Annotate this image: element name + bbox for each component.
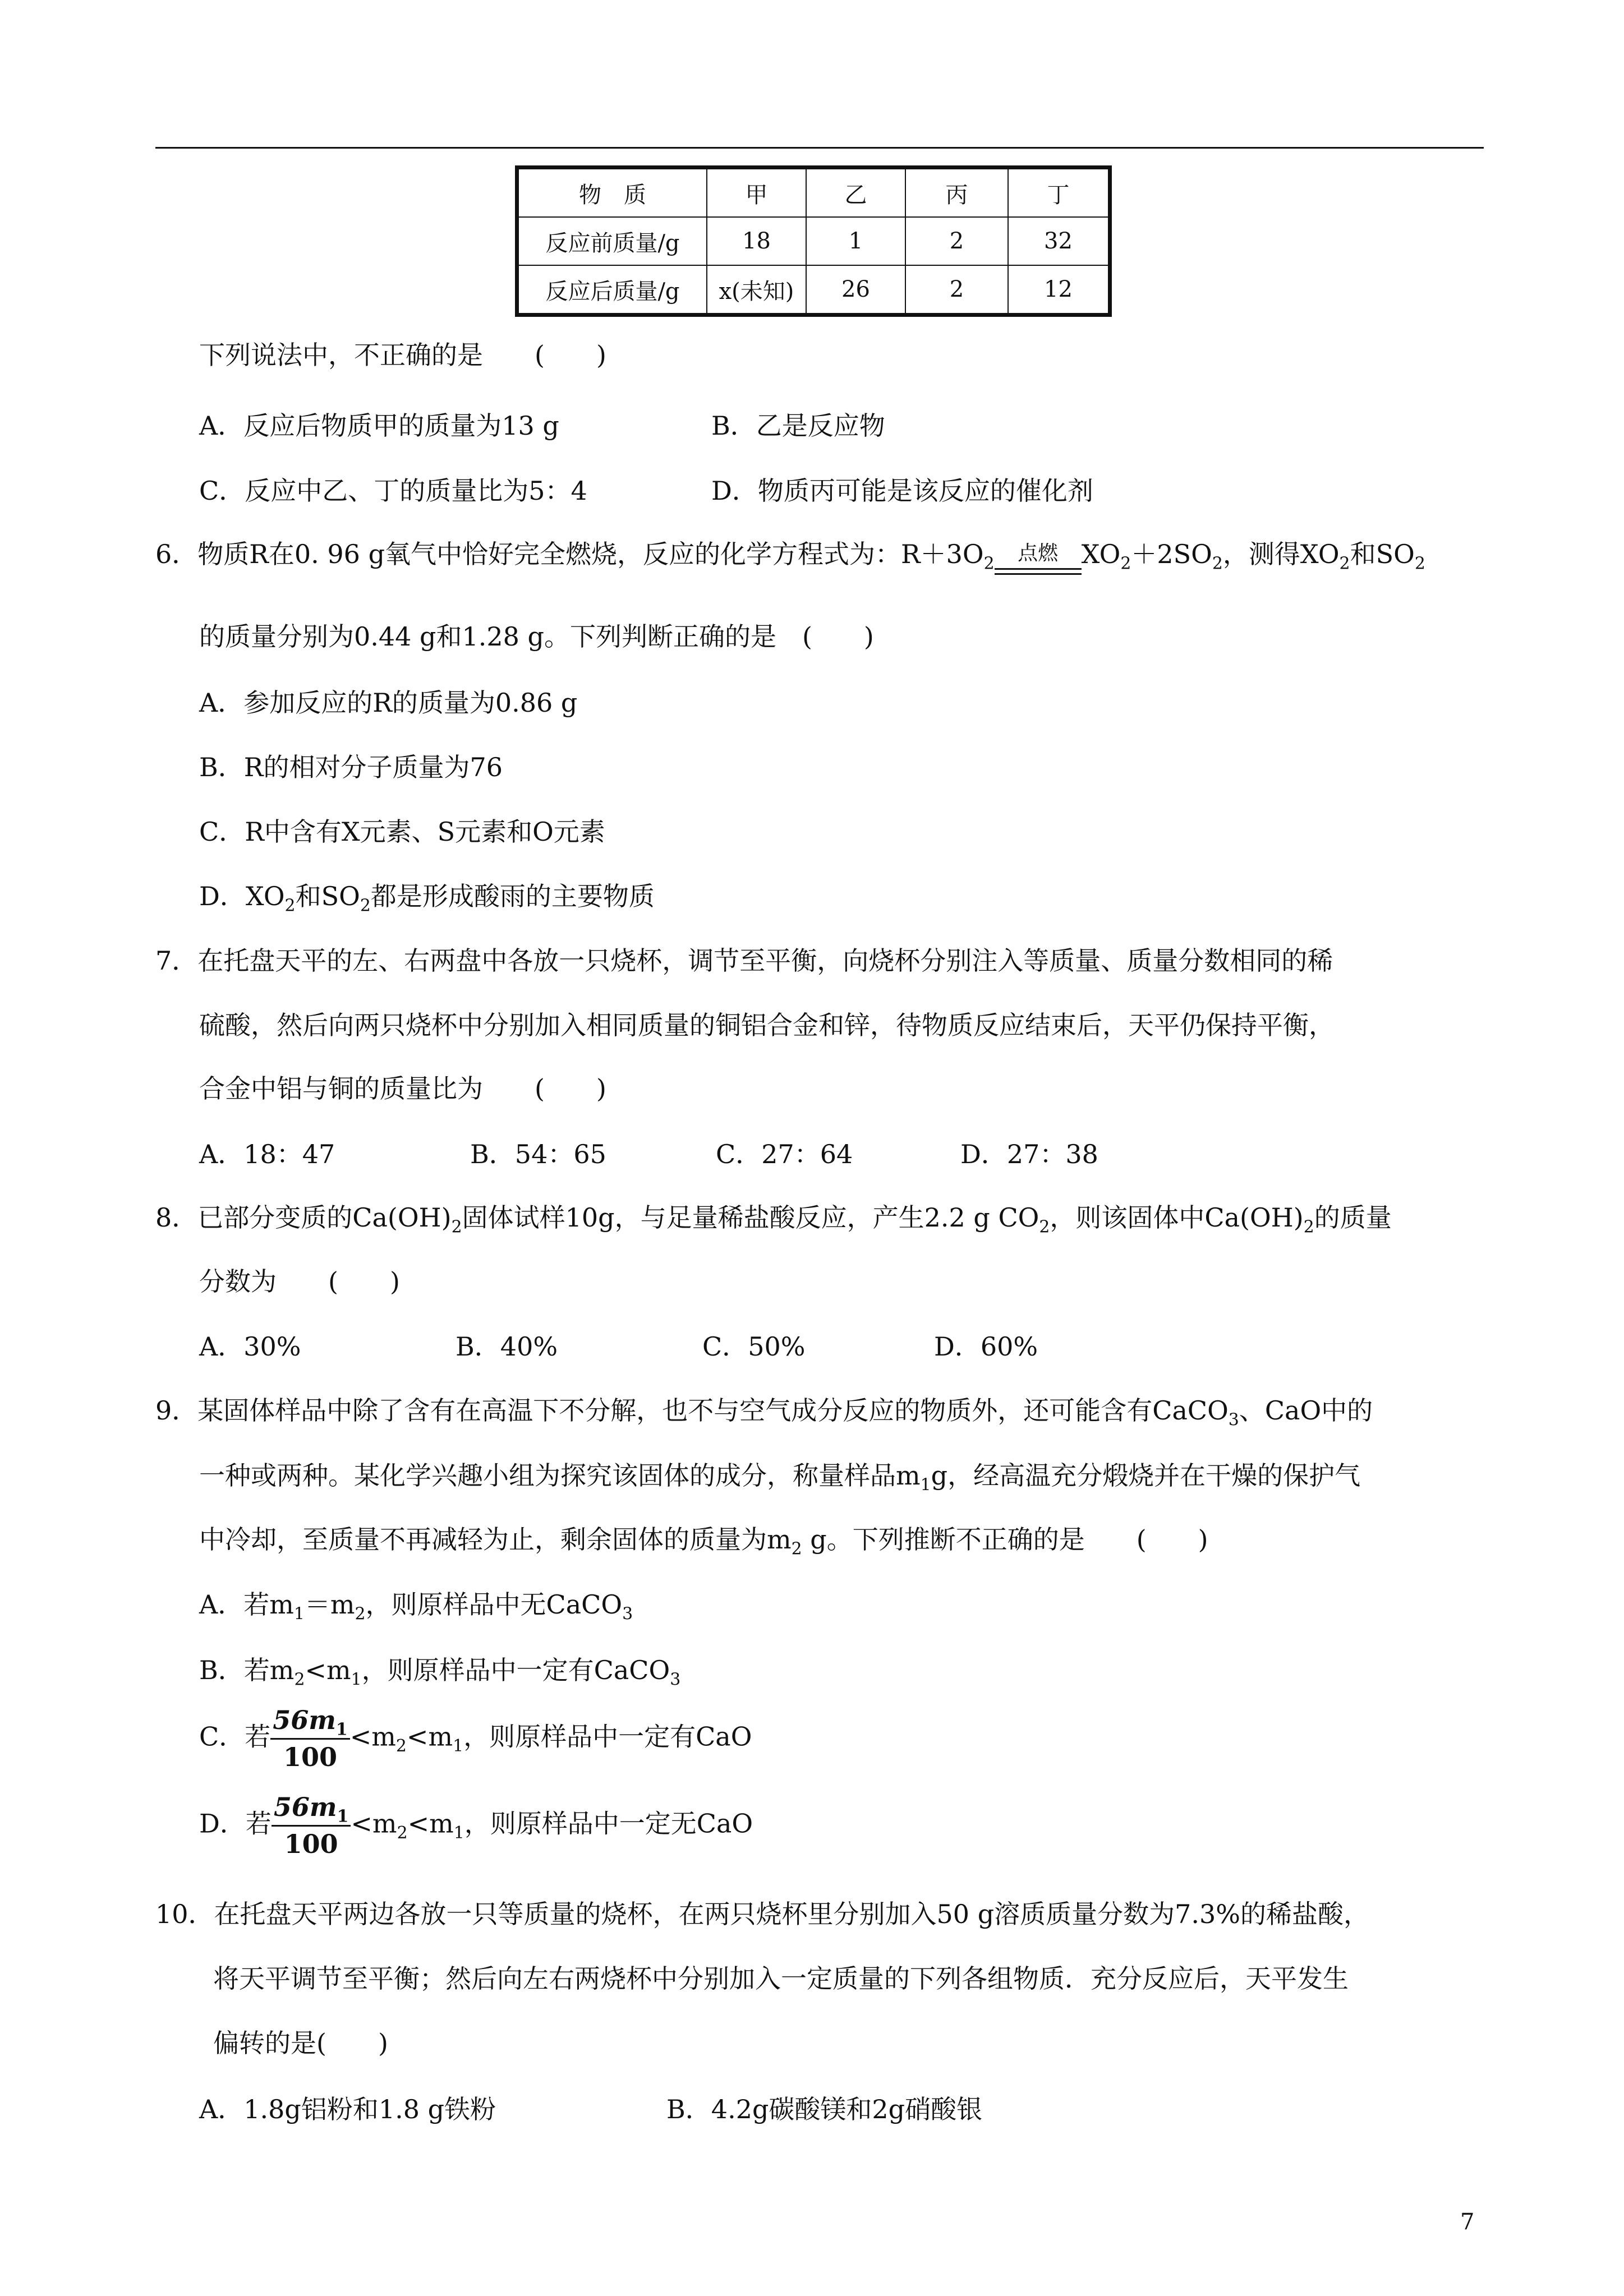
table-cell: x(未知) — [707, 265, 806, 313]
page-number: 7 — [1460, 2209, 1475, 2235]
subscript: 2 — [1303, 1217, 1314, 1237]
q9-text: B．若m — [199, 1655, 295, 1685]
subscript: 2 — [294, 1670, 305, 1690]
q8-option-d: D．60% — [934, 1331, 1038, 1362]
q9-text: A．若m — [199, 1589, 294, 1620]
q9-option-d — [199, 1792, 753, 1860]
table-cell: 2 — [905, 265, 1008, 313]
fraction-denominator: 100 — [283, 1742, 337, 1773]
q7-line2: 硫酸，然后向两只烧杯中分别加入相同质量的铜铝合金和锌，待物质反应结束后，天平仍保持平衡， — [199, 1010, 1335, 1040]
q9-text: C．若 — [199, 1721, 271, 1752]
q9-text: 中冷却，至质量不再减轻为止，剩余固体的质量为m — [199, 1524, 792, 1555]
q7-option-b: B．54：65 — [470, 1139, 606, 1169]
q9-text: ，则原样品中一定有CaCO — [361, 1655, 670, 1685]
q6-text: 和SO — [295, 881, 360, 911]
subscript: 2 — [1414, 554, 1425, 574]
fraction-denominator: 100 — [284, 1829, 338, 1860]
numerator-text: 56m — [273, 1705, 336, 1735]
numerator-text: 56m — [273, 1792, 337, 1822]
subscript: 1 — [293, 1604, 305, 1624]
q8-text: ，则该固体中Ca(OH) — [1050, 1202, 1304, 1233]
subscript: 1 — [335, 1719, 348, 1740]
q7-option-c: C．27：64 — [716, 1139, 853, 1169]
table-row — [518, 265, 1108, 313]
subscript: 2 — [983, 554, 995, 574]
q10-option-a: A．1.8g铝粉和1.8 g铁粉 — [199, 2094, 496, 2124]
q9-text: g。下列推断不正确的是 ( ) — [802, 1524, 1208, 1555]
q6-line1 — [155, 541, 1425, 575]
q9-text: <m — [407, 1808, 454, 1839]
subscript: 2 — [360, 896, 371, 916]
q9-option-c — [199, 1705, 752, 1773]
q6-line2: 的质量分别为0.44 g和1.28 g。下列判断正确的是 ( ) — [199, 621, 874, 652]
subscript: 3 — [622, 1604, 633, 1624]
subscript: 3 — [1228, 1410, 1239, 1430]
table-cell: 1 — [806, 217, 905, 265]
q9-line2 — [199, 1460, 1361, 1495]
subscript: 2 — [284, 896, 296, 916]
q9-text: D．若 — [199, 1808, 272, 1839]
q9-text: 一种或两种。某化学兴趣小组为探究该固体的成分，称量样品m — [199, 1460, 921, 1491]
q9-text: ，则原样品中无CaCO — [365, 1589, 623, 1620]
q5-option-d: D．物质丙可能是该反应的催化剂 — [711, 476, 1093, 506]
q8-option-a: A．30% — [199, 1331, 301, 1362]
reaction-condition — [995, 542, 1082, 575]
q9-line3 — [199, 1524, 1208, 1559]
subscript: 2 — [1120, 554, 1131, 574]
q8-text: 固体试样10g，与足量稀盐酸反应，产生2.2 g CO — [462, 1202, 1039, 1233]
subscript: 2 — [1339, 554, 1350, 574]
subscript: 2 — [395, 1736, 407, 1756]
q9-option-a — [199, 1589, 633, 1624]
q6-text: ＋2SO — [1131, 539, 1212, 569]
table-header-row — [518, 169, 1108, 217]
q10-option-b: B．4.2g碳酸镁和2g硝酸银 — [666, 2094, 983, 2124]
table-cell: 反应前质量/g — [518, 217, 707, 265]
table-cell: 甲 — [707, 169, 806, 217]
q6-text: 6．物质R在0. 96 g氧气中恰好完全燃烧，反应的化学方程式为：R＋3O — [155, 539, 984, 569]
subscript: 3 — [670, 1670, 681, 1690]
subscript: 2 — [791, 1539, 802, 1559]
subscript: 1 — [337, 1806, 349, 1827]
subscript: 2 — [355, 1604, 366, 1624]
subscript: 1 — [920, 1475, 931, 1495]
q9-text: <m — [349, 1721, 396, 1752]
table-cell: 乙 — [806, 169, 905, 217]
q6-option-b: B．R的相对分子质量为76 — [199, 752, 503, 782]
q9-text: 、CaO中的 — [1239, 1395, 1373, 1426]
table-row — [518, 217, 1108, 265]
condition-label: 点燃 — [1018, 542, 1059, 565]
q7-option-a: A．18：47 — [199, 1139, 335, 1169]
q5-option-a: A．反应后物质甲的质量为13 g — [199, 411, 559, 441]
q5-stem: 下列说法中，不正确的是 ( ) — [199, 340, 606, 370]
subscript: 1 — [351, 1670, 362, 1690]
fraction — [270, 1705, 350, 1773]
subscript: 1 — [453, 1736, 464, 1756]
q10-line3: 偏转的是( ) — [213, 2028, 388, 2058]
q9-text: <m — [406, 1721, 453, 1752]
q9-line1 — [155, 1395, 1373, 1430]
q8-text: 的质量 — [1314, 1202, 1392, 1233]
q10-line1: 10．在托盘天平两边各放一只等质量的烧杯，在两只烧杯里分别加入50 g溶质质量分数为7.3%的稀盐酸， — [155, 1899, 1369, 1929]
subscript: 2 — [1212, 554, 1223, 574]
q10-line2: 将天平调节至平衡；然后向左右两烧杯中分别加入一定质量的下列各组物质．充分反应后，天平发生 — [213, 1963, 1349, 1994]
q6-option-a: A．参加反应的R的质量为0.86 g — [199, 688, 578, 718]
q9-text: ＝m — [304, 1589, 355, 1620]
table-cell: 32 — [1008, 217, 1108, 265]
q6-option-d — [199, 881, 655, 916]
q8-line1 — [155, 1202, 1392, 1237]
q8-option-b: B．40% — [456, 1331, 558, 1362]
q5-option-b: B．乙是反应物 — [711, 411, 885, 441]
q7-option-d: D．27：38 — [960, 1139, 1098, 1169]
equals-sign — [995, 568, 1082, 575]
fraction-numerator — [270, 1705, 350, 1740]
q8-option-c: C．50% — [702, 1331, 806, 1362]
table-cell: 26 — [806, 265, 905, 313]
table-cell: 12 — [1008, 265, 1108, 313]
q9-text: ，则原样品中一定无CaO — [464, 1808, 753, 1839]
table-cell: 物 质 — [518, 169, 707, 217]
q9-text: <m — [351, 1808, 397, 1839]
q6-text: XO — [1081, 539, 1121, 569]
q9-text: ，则原样品中一定有CaO — [463, 1721, 752, 1752]
q6-option-c: C．R中含有X元素、S元素和O元素 — [199, 817, 605, 847]
q9-option-b — [199, 1655, 681, 1690]
q8-line2: 分数为 ( ) — [199, 1266, 400, 1297]
q8-text: 8．已部分变质的Ca(OH) — [155, 1202, 452, 1233]
q6-text: 都是形成酸雨的主要物质 — [370, 881, 655, 911]
q9-text: <m — [305, 1655, 351, 1685]
mass-table — [518, 168, 1109, 314]
q6-text: D．XO — [199, 881, 285, 911]
fraction — [272, 1792, 351, 1860]
table-cell: 丙 — [905, 169, 1008, 217]
subscript: 2 — [397, 1823, 408, 1843]
q7-line1: 7．在托盘天平的左、右两盘中各放一只烧杯，调节至平衡，向烧杯分别注入等质量、质量分数相同的稀 — [155, 946, 1333, 976]
subscript: 2 — [451, 1217, 462, 1237]
header-rule — [155, 147, 1484, 149]
q5-option-c: C．反应中乙、丁的质量比为5：4 — [199, 476, 587, 506]
q7-line3: 合金中铝与铜的质量比为 ( ) — [199, 1073, 606, 1104]
table-cell: 18 — [707, 217, 806, 265]
table-cell: 2 — [905, 217, 1008, 265]
q6-text: ，测得XO — [1222, 539, 1340, 569]
table-cell: 反应后质量/g — [518, 265, 707, 313]
fraction-numerator — [272, 1792, 351, 1827]
table-cell: 丁 — [1008, 169, 1108, 217]
q9-text: g，经高温充分煅烧并在干燥的保护气 — [931, 1460, 1361, 1491]
q9-text: 9．某固体样品中除了含有在高温下不分解，也不与空气成分反应的物质外，还可能含有CaCO — [155, 1395, 1229, 1426]
subscript: 2 — [1039, 1217, 1050, 1237]
subscript: 1 — [453, 1823, 464, 1843]
q6-text: 和SO — [1350, 539, 1415, 569]
